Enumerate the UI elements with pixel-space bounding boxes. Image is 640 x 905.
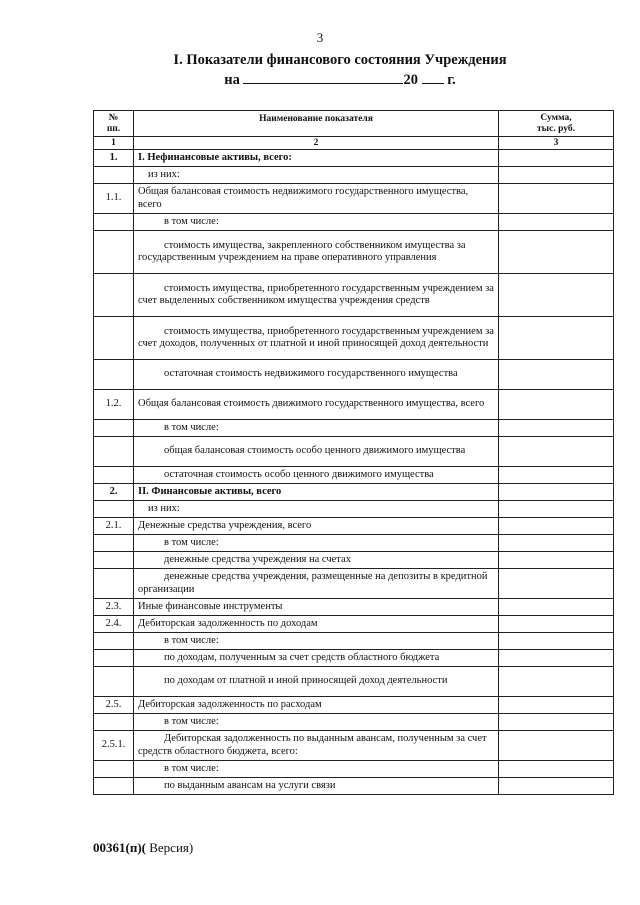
subtitle-suffix: г. <box>447 72 456 88</box>
row-indicator-name: II. Финансовые активы, всего <box>134 484 499 501</box>
row-indicator-name: из них: <box>134 167 499 184</box>
table-row <box>94 714 614 731</box>
document-version: Версия) <box>145 840 194 855</box>
row-number <box>94 231 134 274</box>
row-indicator-name: Дебиторская задолженность по доходам <box>134 616 499 633</box>
table-row <box>94 420 614 437</box>
row-number <box>94 274 134 317</box>
table-row <box>94 778 614 795</box>
table-row <box>94 761 614 778</box>
column-index-row <box>94 137 614 150</box>
table-body <box>94 150 614 795</box>
row-indicator-name: Дебиторская задолженность по выданным авансам, полученным за счет средств областного бюджета, всего: <box>134 731 499 761</box>
table-header-row <box>94 111 614 137</box>
column-index: 2 <box>134 137 499 150</box>
row-sum-cell[interactable] <box>499 535 614 552</box>
table-row <box>94 633 614 650</box>
year-blank-line <box>422 70 444 84</box>
table-row <box>94 214 614 231</box>
header-name: Наименование показателя <box>134 111 499 137</box>
subtitle-prefix: на <box>224 72 240 88</box>
row-indicator-name: в том числе: <box>134 420 499 437</box>
table-row <box>94 569 614 599</box>
row-indicator-name: Общая балансовая стоимость недвижимого государственного имущества, всего <box>134 184 499 214</box>
table-row <box>94 484 614 501</box>
table-row <box>94 360 614 390</box>
row-indicator-name: стоимость имущества, приобретенного государственным учреждением за счет выделенных собственником имущества учреждения средств <box>134 274 499 317</box>
table-row <box>94 667 614 697</box>
document-code <box>93 840 193 856</box>
document-code-number: 00361(п)( <box>93 840 146 855</box>
row-number <box>94 317 134 360</box>
row-number <box>94 501 134 518</box>
table-row <box>94 731 614 761</box>
row-indicator-name: из них: <box>134 501 499 518</box>
row-number <box>94 437 134 467</box>
row-sum-cell[interactable] <box>499 697 614 714</box>
header-num: № пп. <box>94 111 134 137</box>
row-sum-cell[interactable] <box>499 467 614 484</box>
row-indicator-name: общая балансовая стоимость особо ценного движимого имущества <box>134 437 499 467</box>
row-number <box>94 569 134 599</box>
row-indicator-name: в том числе: <box>134 633 499 650</box>
table-row <box>94 650 614 667</box>
table-row <box>94 518 614 535</box>
row-indicator-name: Общая балансовая стоимость движимого государственного имущества, всего <box>134 390 499 420</box>
row-sum-cell[interactable] <box>499 274 614 317</box>
row-number <box>94 167 134 184</box>
table-row <box>94 184 614 214</box>
row-sum-cell[interactable] <box>499 437 614 467</box>
row-sum-cell[interactable] <box>499 390 614 420</box>
table-row <box>94 167 614 184</box>
table-row <box>94 317 614 360</box>
row-number <box>94 650 134 667</box>
row-number: 2.3. <box>94 599 134 616</box>
row-sum-cell[interactable] <box>499 714 614 731</box>
row-indicator-name: стоимость имущества, закрепленного собственником имущества за государственным учреждением на праве оперативного управления <box>134 231 499 274</box>
row-indicator-name: по доходам, полученным за счет средств областного бюджета <box>134 650 499 667</box>
row-indicator-name: Денежные средства учреждения, всего <box>134 518 499 535</box>
row-sum-cell[interactable] <box>499 569 614 599</box>
row-sum-cell[interactable] <box>499 731 614 761</box>
row-number <box>94 778 134 795</box>
row-number: 2.1. <box>94 518 134 535</box>
page-title: I. Показатели финансового состояния Учреждения <box>173 52 507 68</box>
row-indicator-name: стоимость имущества, приобретенного государственным учреждением за счет доходов, полученных от платной и иной приносящей доход деятельности <box>134 317 499 360</box>
page-number: 3 <box>316 30 324 45</box>
table-row <box>94 390 614 420</box>
row-indicator-name: в том числе: <box>134 535 499 552</box>
row-indicator-name: Иные финансовые инструменты <box>134 599 499 616</box>
row-sum-cell[interactable] <box>499 650 614 667</box>
table-row <box>94 467 614 484</box>
header-sum: Сумма, тыс. руб. <box>499 111 614 137</box>
table-row <box>94 552 614 569</box>
row-sum-cell[interactable] <box>499 667 614 697</box>
row-sum-cell[interactable] <box>499 167 614 184</box>
row-sum-cell[interactable] <box>499 552 614 569</box>
row-sum-cell[interactable] <box>499 231 614 274</box>
row-number: 1.2. <box>94 390 134 420</box>
row-sum-cell[interactable] <box>499 150 614 167</box>
column-index: 1 <box>94 137 134 150</box>
row-indicator-name: денежные средства учреждения на счетах <box>134 552 499 569</box>
row-sum-cell[interactable] <box>499 518 614 535</box>
subtitle-year: 20 <box>403 72 418 88</box>
table-row <box>94 697 614 714</box>
row-sum-cell[interactable] <box>499 420 614 437</box>
table-row <box>94 274 614 317</box>
row-indicator-name: в том числе: <box>134 761 499 778</box>
row-number <box>94 535 134 552</box>
row-number <box>94 552 134 569</box>
row-indicator-name: по доходам от платной и иной приносящей доход деятельности <box>134 667 499 697</box>
row-number: 1. <box>94 150 134 167</box>
date-blank-line <box>243 70 403 84</box>
row-number: 2.5. <box>94 697 134 714</box>
row-indicator-name: в том числе: <box>134 214 499 231</box>
row-indicator-name: по выданным авансам на услуги связи <box>134 778 499 795</box>
row-number <box>94 467 134 484</box>
row-number: 2.4. <box>94 616 134 633</box>
row-sum-cell[interactable] <box>499 317 614 360</box>
row-indicator-name: остаточная стоимость недвижимого государственного имущества <box>134 360 499 390</box>
row-number: 2.5.1. <box>94 731 134 761</box>
row-number <box>94 420 134 437</box>
table-row <box>94 150 614 167</box>
table-row <box>94 599 614 616</box>
financial-indicators-table <box>93 110 614 795</box>
row-number <box>94 714 134 731</box>
row-number <box>94 214 134 231</box>
row-sum-cell[interactable] <box>499 214 614 231</box>
row-sum-cell[interactable] <box>499 599 614 616</box>
table-row <box>94 616 614 633</box>
page-subtitle <box>120 70 560 89</box>
row-number <box>94 360 134 390</box>
table-row <box>94 535 614 552</box>
column-index: 3 <box>499 137 614 150</box>
row-number: 2. <box>94 484 134 501</box>
row-indicator-name: I. Нефинансовые активы, всего: <box>134 150 499 167</box>
row-sum-cell[interactable] <box>499 184 614 214</box>
row-number <box>94 761 134 778</box>
row-sum-cell[interactable] <box>499 761 614 778</box>
table-row <box>94 231 614 274</box>
row-indicator-name: денежные средства учреждения, размещенные на депозиты в кредитной организации <box>134 569 499 599</box>
row-sum-cell[interactable] <box>499 616 614 633</box>
table-row <box>94 501 614 518</box>
row-indicator-name: остаточная стоимость особо ценного движимого имущества <box>134 467 499 484</box>
row-number <box>94 633 134 650</box>
row-sum-cell[interactable] <box>499 778 614 795</box>
row-sum-cell[interactable] <box>499 501 614 518</box>
row-indicator-name: в том числе: <box>134 714 499 731</box>
row-sum-cell[interactable] <box>499 633 614 650</box>
row-indicator-name: Дебиторская задолженность по расходам <box>134 697 499 714</box>
row-sum-cell[interactable] <box>499 484 614 501</box>
row-sum-cell[interactable] <box>499 360 614 390</box>
row-number <box>94 667 134 697</box>
row-number: 1.1. <box>94 184 134 214</box>
table-row <box>94 437 614 467</box>
